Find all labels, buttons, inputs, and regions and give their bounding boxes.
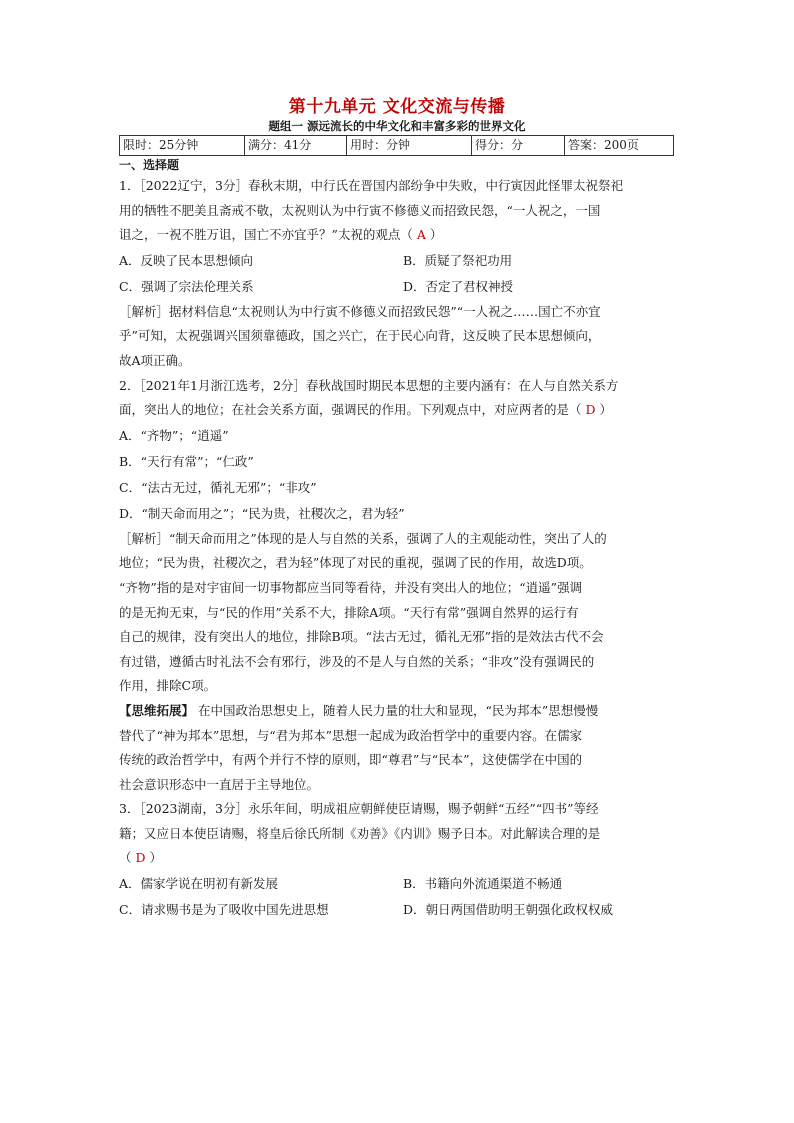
option-d: D．“制天命而用之”；“民为贵，社稷次之，君为轻” — [119, 505, 405, 521]
document-page — [119, 96, 675, 923]
score: 得分：分 — [472, 136, 565, 156]
extension-line: 在中国政治思想史上，随着人民力量的壮大和显现，“民为邦本”思想慢慢 — [198, 702, 599, 718]
stem-text: ） — [599, 402, 612, 418]
extension-label: 【思维拓展】 — [119, 702, 195, 718]
option-row — [119, 274, 675, 300]
time-limit: 限时：25分钟 — [120, 136, 245, 156]
analysis-text: 乎”可知，太祝强调兴国须靠德政，国之兴亡，在于民心向背，这反映了民本思想倾向， — [119, 328, 601, 344]
question-stem: 1．［2022辽宁，3分］春秋末期，中行氏在晋国内部纷争中失败，中行寅因此怪罪太祝祭祀 — [119, 178, 623, 193]
analysis-text: 的是无拘无束，与“民的作用”关系不大，排除A项。“天行有常”强调自然界的运行有 — [119, 604, 579, 620]
option-c: C．强调了宗法伦理关系 — [119, 278, 254, 294]
extension-text — [119, 699, 675, 724]
extension-text: 社会意识形态中一直居于主导地位。 — [119, 776, 320, 792]
option-d: D．朝日两国借助明王朝强化政权权威 — [403, 902, 614, 918]
option-b: B．质疑了祭祀功用 — [403, 252, 513, 268]
extension-text: 传统的政治哲学中，有两个并行不悖的原则，即“尊君”与“民本”，这使儒学在中国的 — [119, 752, 583, 768]
analysis-text: 有过错，遵循古时礼法不会有邪行，涉及的不是人与自然的关系；“非攻”没有强调民的 — [119, 653, 595, 669]
question-stem: 用的牺牲不肥美且斋戒不敬，太祝则认为中行寅不修德义而招致民怨，“一人祝之，一国 — [119, 202, 601, 218]
question-stem — [119, 223, 675, 248]
section-heading: 一、选择题 — [119, 158, 180, 172]
option-row — [119, 248, 675, 274]
stem-text: ） — [429, 227, 443, 243]
option-row — [119, 897, 675, 923]
option-d: D．否定了君权神授 — [403, 278, 514, 294]
answer-page: 答案：200页 — [565, 136, 674, 156]
answer-letter: D — [131, 850, 150, 866]
unit-title: 第十九单元 文化交流与传播 — [288, 97, 506, 117]
time-used: 用时：分钟 — [347, 136, 472, 156]
extension-text: 替代了“神为邦本”思想，与“君为邦本”思想一起成为政治哲学中的重要内容。在儒家 — [119, 727, 583, 743]
stem-text: 诅之，一祝不胜万诅，国亡不亦宜乎？”太祝的观点（ — [119, 227, 413, 243]
option-c: C．“法古无过，循礼无邪”；“非攻” — [119, 479, 317, 495]
group-subtitle: 题组一 源远流长的中华文化和丰富多彩的世界文化 — [268, 119, 526, 133]
answer-letter: A — [412, 227, 430, 243]
stem-text: （ — [119, 850, 132, 866]
question-stem — [119, 846, 675, 871]
question-stem: 籍；又应日本使臣请赐，将皇后徐氏所制《劝善》《内训》赐予日本。对此解读合理的是 — [119, 825, 601, 841]
info-row — [120, 136, 674, 156]
option-b: B．书籍向外流通渠道不畅通 — [403, 876, 563, 892]
analysis-text: 自己的规律，没有突出人的地位，排除B项。“法古无过，循礼无邪”指的是效法古代不会 — [119, 629, 604, 645]
question-stem: 3．［2023湖南，3分］永乐年间，明成祖应朝鲜使臣请赐，赐予朝鲜“五经”“四书”等经 — [119, 801, 599, 817]
answer-letter: D — [581, 402, 600, 418]
question-stem: 2．［2021年1月浙江选考，2分］春秋战国时期民本思想的主要内涵有：在人与自然关系方 — [119, 377, 619, 393]
info-table — [119, 135, 674, 156]
stem-text: ） — [149, 850, 162, 866]
question-1 — [119, 174, 675, 374]
analysis-text: ［解析］据材料信息“太祝则认为中行寅不修德义而招致民怨”“一人祝之……国亡不亦宜 — [119, 303, 601, 319]
analysis-text: 地位；“民为贵，社稷次之，君为轻”体现了对民的重视，强调了民的作用，故选D项。 — [119, 555, 592, 571]
option-row — [119, 871, 675, 897]
analysis-text: ［解析］“制天命而用之”体现的是人与自然的关系，强调了人的主观能动性，突出了人的 — [119, 530, 607, 546]
full-score: 满分：41分 — [245, 136, 347, 156]
option-b: B．“天行有常”；“仁政” — [119, 453, 254, 469]
option-a: A．“齐物”；“逍遥” — [119, 427, 229, 443]
analysis-text: “齐物”指的是对宇宙间一切事物都应当同等看待，并没有突出人的地位；“逍遥”强调 — [119, 579, 583, 595]
stem-text: 面，突出人的地位；在社会关系方面，强调民的作用。下列观点中，对应两者的是（ — [119, 402, 582, 418]
analysis-text: 故A项正确。 — [119, 352, 191, 368]
option-c: C．请求赐书是为了吸收中国先进思想 — [119, 902, 329, 918]
analysis-text: 作用，排除C项。 — [119, 678, 217, 694]
question-stem — [119, 398, 675, 423]
option-a: A．反映了民本思想倾向 — [119, 252, 254, 268]
question-2 — [119, 374, 675, 798]
option-a: A．儒家学说在明初有新发展 — [119, 876, 279, 892]
question-3 — [119, 797, 675, 923]
